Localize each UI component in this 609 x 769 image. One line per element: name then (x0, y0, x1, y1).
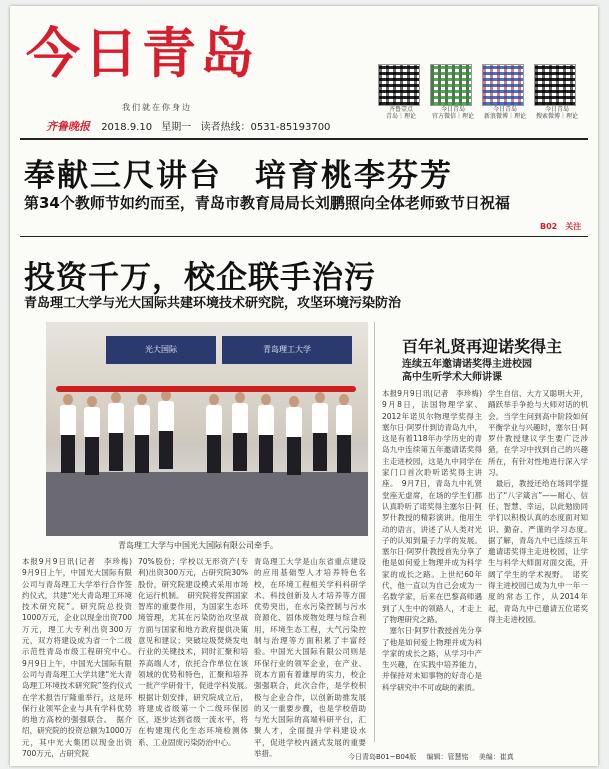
photo-person (60, 394, 76, 473)
section-divider (20, 236, 588, 237)
masthead-slogan: 我们就在你身边 (122, 103, 192, 112)
newspaper-page (10, 6, 598, 766)
side-article-col-2: 学生自信、大方又聪明大开，踊跃举手争抢与大师对话的机会。当学生问到高中阶段如何平衡学业与兴趣时，塞尔日·阿罗什教授建议学生要广泛涉猎，在学习中找到自己的兴趣所在，有针对性地进行深入学习。 最后，教授还给在场同学提出了“八字箴言”——耐心、信任、智慧、幸运，以此勉励同学们以积极认真的态度面对知识、勤奋、严谨的学习态度。 据了解，青岛九中已连续五年邀请诺奖得主走进校园，让学生与科学大师面对面交流，开阔了学生的学术视野。 诺奖得主进校园已成为九中一年一度的常态工作，从2014年起，青岛九中已邀请五位诺奖得主走进校园。 (488, 389, 588, 624)
qr-label: 齐鲁壹点 青岛｜理论 (385, 106, 416, 120)
reader-hotline: 读者热线：0531-85193700 (200, 122, 331, 133)
issue-date: 2018.9.10 (101, 122, 153, 133)
qr-block-1 (378, 64, 424, 120)
page-footer (348, 752, 514, 762)
column-divider (374, 322, 375, 742)
photo-person (84, 396, 100, 475)
photo-caption: 青岛理工大学与中国光大国际有限公司牵手。 (118, 541, 278, 550)
ceremony-photo (46, 322, 368, 536)
main-article-col-2: 70%股份；学校以无形资产(专利)出资300万元，占研究院30%股份，研究院建设模式采用市场化运行机制。 研究院将发挥国家智库的重要作用，为国家生态环境管理，尤其在污染防治攻坚战方面与国家和地方政府提供决策意见和建议；突破垃圾焚烧发电行业的关键技术，同时汇聚和培养高端人才，依托合作单位在该领域的优势和特色，汇聚和培养一批产学研骨干，促进学科发展。 根据计划安排，研究院成立后，将建成省级第一个二级环保园区，逐步达到省级一流水平，将在构建现代化生态环境检测体系、工业固废污染防治中心。 (138, 557, 256, 747)
qr-code-icon (482, 64, 524, 106)
issue-weekday: 星期一 (161, 122, 192, 133)
main-article-col-1: 本报9月9日讯(记者 李珍梅) 9月9日上午，中国光大国际有限公司与青岛理工大学举行合作签约仪式，共建“光大青岛理工环境技术研究院”。研究院总投资1000万元，企业以现金出资700万元，理工大专利出资300万元，双方将建设成为省一个二级示范性青岛市级工程研究中心。 9月9日上午，中国光大国际有限公司与青岛理工大学共建“光大青岛理工环境技术研究院”签约仪式在学术报告厅隆重举行，这是环保行业领军企业与具有学科优势的地方高校的强强联合。 据介绍，研究院的投资总额为1000万元，其中光大集团以现金出资700万元，占研究院 (22, 557, 140, 759)
photo-person (158, 390, 174, 469)
side-subhead-2: 高中生听学术大师讲课 (402, 372, 502, 383)
side-subhead-1: 连续五年邀请诺奖得主进校园 (402, 359, 532, 370)
photo-person (108, 392, 124, 471)
photo-person (134, 394, 150, 473)
photo-person (312, 392, 328, 471)
qr-code-icon (534, 64, 576, 106)
lead-headline: 奉献三尺讲台 培育桃李芬芳 (24, 158, 453, 194)
photo-person (206, 394, 222, 473)
photo-person (286, 396, 302, 475)
footer-designer: 美编：崔真 (478, 753, 514, 761)
qr-code-icon (430, 64, 472, 106)
side-headline: 百年礼贤再迎诺奖得主 (402, 337, 563, 356)
photo-person (336, 394, 352, 473)
qr-block-4 (534, 64, 580, 120)
lead-subhead: 第34个教师节如约而至，青岛市教育局局长刘鹏照向全体老师致节日祝福 (24, 194, 510, 212)
photo-person (258, 394, 274, 473)
qr-block-2 (430, 64, 476, 120)
side-article-col-1: 本报9月9日讯(记者 李珍梅) 9月8日，法国物理学家、2012年诺贝尔物理学奖得主塞尔日·阿罗什到访青岛九中，这是有着118年办学历史的青岛九中连续第五年邀请诺奖得主走进校园，这是九中同学在家门口首次聆听诺奖得主讲座。 9月7日，青岛九中礼贤堂座无虚席，在场的学生们都认真聆听了诺奖得主塞尔日·阿罗什教授的精彩演讲。他用生动的语言，讲述了从人类对光子的认知到量子力学的发展。塞尔日·阿罗什教授首先分享了他是如何爱上物理并成为科学家的成长之路。上世纪60年代，他一直以为自己会成为一名数学家，后来在巴黎高师遇到了人生中的领路人，才走上了物理研究之路。 塞尔日·阿罗什教授首先分享了他是如何爱上物理并成为科学家的成长之路，从学习中产生兴趣，在实践中培养能力，并保持对未知事物的好奇心是科学研究中不可或缺的素质。 (382, 389, 482, 692)
main-subhead: 青岛理工大学与光大国际共建环境技术研究院，攻坚环境污染防治 (24, 296, 402, 311)
dateline (46, 118, 336, 134)
qr-label: 今日青岛 新浪微博｜理论 (483, 106, 526, 120)
main-headline: 投资千万，校企联手治污 (24, 260, 376, 296)
photo-person (232, 392, 248, 471)
qr-label: 今日青岛 官方微信｜理论 (431, 106, 474, 120)
footer-pages: 今日青岛B01~B04版 (348, 753, 417, 761)
footer-editor: 编辑：管慧铭 (426, 753, 469, 761)
photo-sign: 青岛理工大学 (222, 336, 352, 364)
photo-sign: 光大国际 (106, 336, 216, 364)
qr-code-icon (378, 64, 420, 106)
page-reference: B02 关注 (540, 222, 582, 231)
brand-logo: 齐鲁晚报 (46, 120, 90, 133)
photo-stage (46, 472, 368, 536)
red-ribbon (56, 386, 356, 392)
qr-block-3 (482, 64, 528, 120)
masthead-divider (20, 138, 588, 140)
qr-label: 今日青岛 搜索微博｜理论 (535, 106, 578, 120)
masthead-title: 今日青岛 (26, 22, 258, 85)
main-article-col-3: 青岛理工大学是山东省重点建设的应用基础型人才培养特色名校，在环境工程相关学科科研学术、科技创新及人才培养等方面优势突出，在水污染控制与污水资源化、固体废物处理与综合利用，环境生态工程，大气污染控制与治理等方面积累了丰富经验。中国光大国际有限公司则是环保行业的领军企业，在产业、资本方面有着雄厚的实力，校企强强联合，此次合作，是学校积极与企业合作，以创新助推发展的又一重要步骤，也是学校借助与光大国际的高端科研平台，汇聚人才，全面提升学科建设水平，促进学校内涵式发展的重要举措。 (254, 557, 366, 759)
